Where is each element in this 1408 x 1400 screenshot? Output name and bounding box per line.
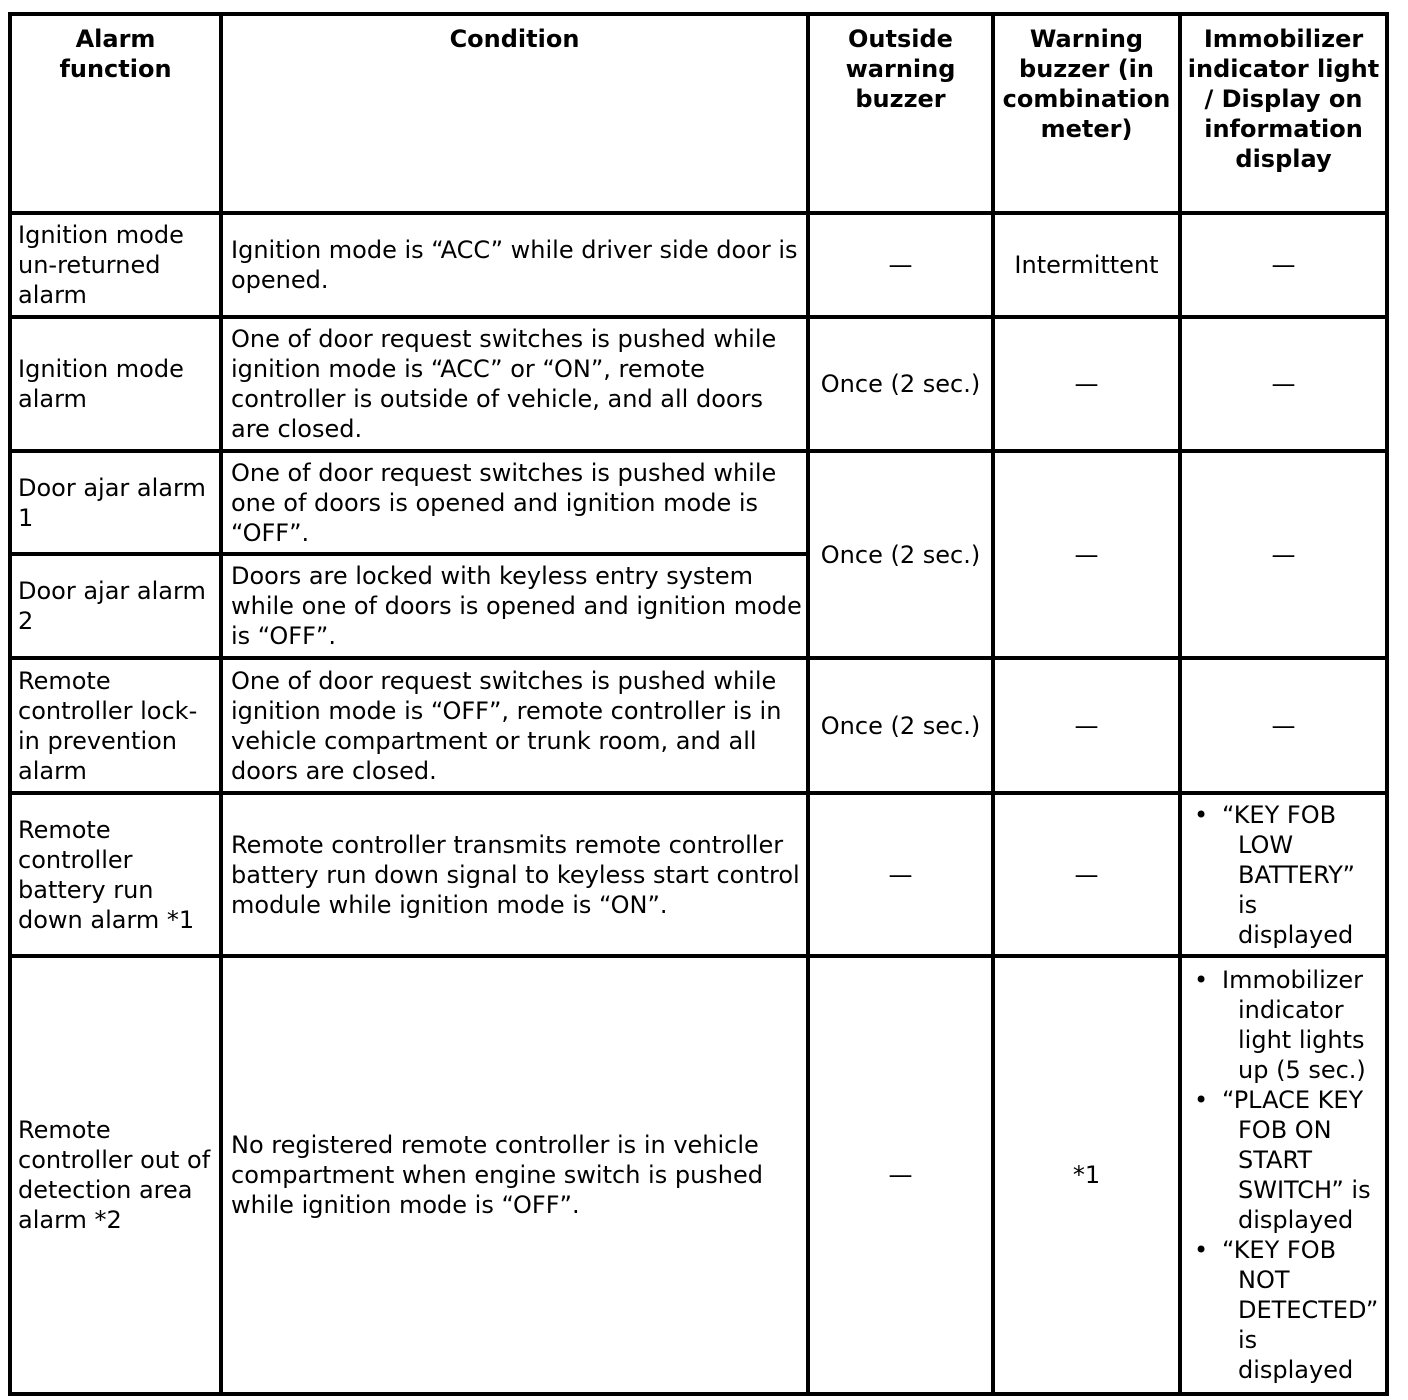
indicator-list [1188, 800, 1379, 950]
warning-buzzer-cell: Intermittent [993, 213, 1180, 317]
condition-cell: Ignition mode is “ACC” while driver side door is opened. [221, 213, 808, 317]
outside-buzzer-cell: Once (2 sec.) [808, 658, 993, 793]
header-condition: Condition [221, 14, 808, 213]
indicator-list [1188, 965, 1379, 1385]
header-alarm-function: Alarm function [10, 14, 221, 213]
indicator-list-item: • “KEY FOB NOT DETECTED” is displayed [1208, 1235, 1379, 1385]
condition-cell: One of door request switches is pushed while one of doors is opened and ignition mode is “OFF”. [221, 451, 808, 554]
header-row [10, 14, 1387, 213]
warning-buzzer-cell: — [993, 317, 1180, 451]
header-indicator: Immobilizer indicator light / Display on information display [1180, 14, 1387, 213]
alarm-cell: Ignition mode un-returned alarm [10, 213, 221, 317]
alarm-cell: Door ajar alarm 1 [10, 451, 221, 554]
indicator-cell [1180, 956, 1387, 1394]
table-row [10, 451, 1387, 554]
warning-buzzer-cell: — [993, 658, 1180, 793]
alarm-cell: Remote controller lock-in prevention alarm [10, 658, 221, 793]
indicator-cell [1180, 793, 1387, 956]
condition-cell: No registered remote controller is in vehicle compartment when engine switch is pushed while ignition mode is “OFF”. [221, 956, 808, 1394]
table-row [10, 317, 1387, 451]
header-warning-buzzer: Warning buzzer (in combination meter) [993, 14, 1180, 213]
indicator-cell: — [1180, 451, 1387, 658]
condition-cell: Remote controller transmits remote controller battery run down signal to keyless start control module while ignition mode is “ON”. [221, 793, 808, 956]
indicator-list-item: • “KEY FOB LOW BATTERY” is displayed [1208, 800, 1379, 950]
alarm-cell: Ignition mode alarm [10, 317, 221, 451]
condition-cell: One of door request switches is pushed while ignition mode is “OFF”, remote controller is in vehicle compartment or trunk room, and all doors are closed. [221, 658, 808, 793]
condition-cell: Doors are locked with keyless entry system while one of doors is opened and ignition mode is “OFF”. [221, 554, 808, 658]
outside-buzzer-cell: Once (2 sec.) [808, 451, 993, 658]
outside-buzzer-cell: — [808, 793, 993, 956]
table-row [10, 793, 1387, 956]
condition-cell: One of door request switches is pushed while ignition mode is “ACC” or “ON”, remote controller is outside of vehicle, and all doors are closed. [221, 317, 808, 451]
indicator-list-item: • Immobilizer indicator light lights up (5 sec.) [1208, 965, 1379, 1085]
indicator-cell: — [1180, 317, 1387, 451]
alarm-function-table [8, 12, 1389, 1396]
alarm-cell: Door ajar alarm 2 [10, 554, 221, 658]
table-row [10, 213, 1387, 317]
alarm-cell: Remote controller battery run down alarm *1 [10, 793, 221, 956]
alarm-cell: Remote controller out of detection area alarm *2 [10, 956, 221, 1394]
indicator-cell: — [1180, 658, 1387, 793]
table-row [10, 956, 1387, 1394]
indicator-list-item: • “PLACE KEY FOB ON START SWITCH” is displayed [1208, 1085, 1379, 1235]
outside-buzzer-cell: — [808, 956, 993, 1394]
warning-buzzer-cell: *1 [993, 956, 1180, 1394]
warning-buzzer-cell: — [993, 793, 1180, 956]
indicator-cell: — [1180, 213, 1387, 317]
table-row [10, 658, 1387, 793]
header-outside-buzzer: Outside warning buzzer [808, 14, 993, 213]
warning-buzzer-cell: — [993, 451, 1180, 658]
outside-buzzer-cell: — [808, 213, 993, 317]
outside-buzzer-cell: Once (2 sec.) [808, 317, 993, 451]
